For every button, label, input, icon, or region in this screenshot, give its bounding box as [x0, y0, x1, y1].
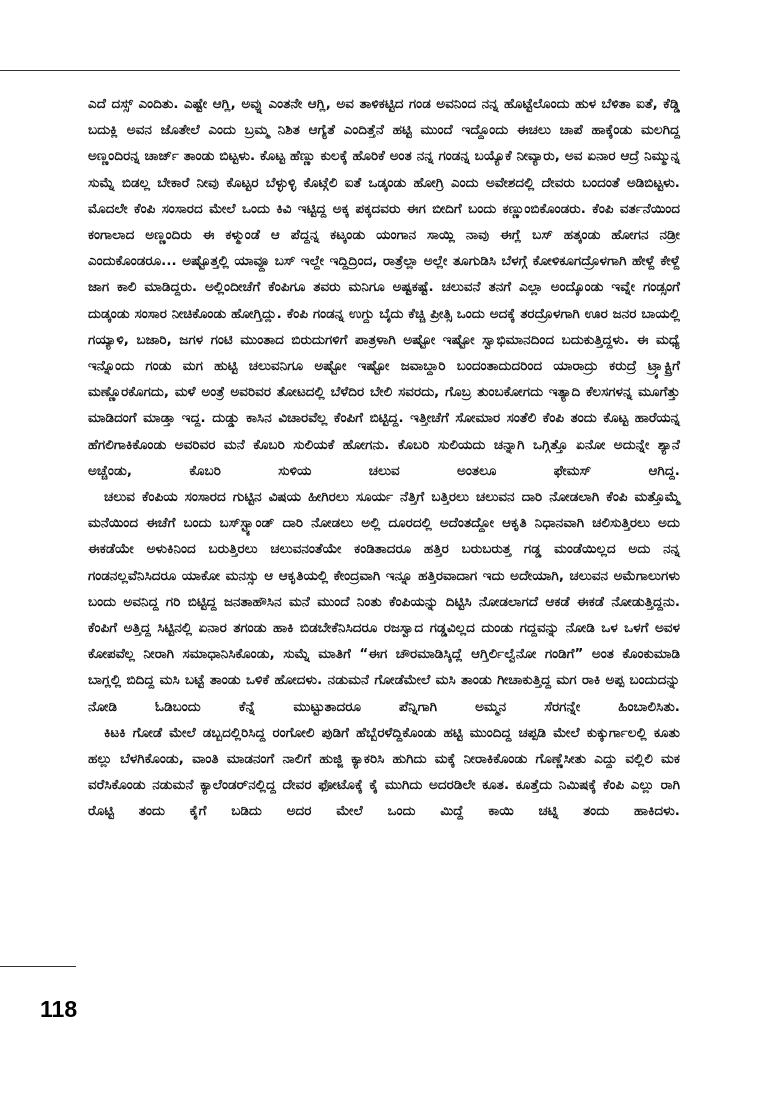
- page-number-rule: [0, 966, 76, 967]
- paragraph-1: ಎದೆ ದಸ್ಸ್ ಎಂದಿತು. ಎಷ್ಟೇ ಆಗ್ಲಿ, ಅವ್ನು ಎಂತನೇ ಆಗ್ಲಿ, ಅವ ತಾಳಿಕಟ್ಟಿದ ಗಂಡ ಅವನಿಂದ ನನ್ನ ಹೊಟ್ಟೆಲೊಂದು ಹುಳ ಬೆಳಿತಾ ಐತೆ, ಕೆಡ್ಡಿ ಬದುಕ್ಲಿ ಅವನ ಜೊತೇಲೆ ಎಂದು ಬ್ರಮ್ಮ ನಿಶಿತ ಆಗ್ಯೆತೆ ಎಂದಿತ್ತೆನೆ ಹಟ್ಟಿ ಮುಂದೆ ಇದ್ದೊಂದು ಈಚಲು ಚಾಪೆ ಹಾಕ್ಕೆಂಡು ಮಲಗಿದ್ದ ಅಣ್ಣಂದಿರನ್ನ ಚಾರ್ಜ್ ತಾಂಡು ಬಿಟ್ಟಳು. ಕೊಟ್ಟ ಹೆಣ್ಣು ಕುಲಕ್ಕೆ ಹೊರಿಕೆ ಅಂತ ನನ್ನ ಗಂಡನ್ನ ಬಯ್ಯೊಕೆ ನೀವ್ಯಾರು, ಅವ ಏನಾರ ಆದ್ರೆ ನಿಮ್ಮುನ್ನ ಸುಮ್ನೆ ಬಿಡಲ್ಲ ಬೇಕಾರೆ ನೀವು ಕೊಟ್ಟರ ಬೆಳ್ಳುಳ್ಳಿ ಕೊಟ್ಗೆಲಿ ಐತೆ ಒಡ್ಕಂಡು ಹೋಗ್ರಿ ಎಂದು ಅವೇಶದಲ್ಲಿ ದೇವರು ಬಂದಂತೆ ಅಡಿಬಿಟ್ಟಳು. ಮೊದಲೇ ಕೆಂಪಿ ಸಂಸಾರದ ಮೇಲೆ ಒಂದು ಕಿವಿ ಇಟ್ಟಿದ್ದ ಅಕ್ಕ ಪಕ್ಕದವರು ಈಗ ಬೀದಿಗೆ ಬಂದು ಕಣ್ಣುಂಬಿಕೊಂಡರು. ಕೆಂಪಿ ವರ್ತನೆಯಿಂದ ಕಂಗಾಲಾದ ಅಣ್ಣಂದಿರು ಈ ಕಳ್ಮುಂಡೆ ಆ ಪೆದ್ದನ್ನ ಕಟ್ಕಂಡು ಯಂಗಾನ ಸಾಯ್ಲಿ ನಾವು ಈಗ್ಲೆ ಬಸ್ ಹತ್ಕಂಡು ಹೋಗನ ನಡ್ರೀ ಎಂದುಕೊಂಡರೂ... ಅಷ್ಟೊತ್ತಲ್ಲಿ ಯಾವ್ದೂ ಬಸ್ ಇಲ್ದೇ ಇದ್ದಿದ್ರಿಂದ, ರಾತ್ರೆಲ್ಲಾ ಅಲ್ಲೇ ತೂಗುಡಿಸಿ ಬೆಳಗ್ಗೆ ಕೋಳಿಕೂಗದ್ರೊಳಗಾಗಿ ಹೇಳ್ದೆ ಕೇಳ್ದೆ ಜಾಗ ಕಾಲಿ ಮಾಡಿದ್ದರು. ಅಲ್ಲಿಂದೀಚೆಗೆ ಕೆಂಪಿಗೂ ತವರು ಮನಿಗೂ ಅಷ್ಟಕಷ್ಟೆ. ಚಲುವನೆ ತನಗೆ ಎಲ್ಲಾ ಅಂದ್ಕೊಂಡು ಇವ್ನೇ ಗಂಡ್ಸಂಗೆ ದುಡ್ಕಂಡು ಸಂಸಾರ ನೀಚಿಕೊಂಡು ಹೋಗ್ತಿದ್ಲು. ಕೆಂಪಿ ಗಂಡನ್ನ ಉಗ್ದು ಬೈದು ಕೆಚ್ಚಿ ಪ್ರೀತ್ಸಿ ಒಂದು ಅದಕ್ಕೆ ತರದ್ರೊಳಗಾಗಿ ಊರ ಜನರ ಬಾಯಲ್ಲಿ ಗಯ್ಯಾಳಿ, ಬಜಾರಿ, ಜಗಳ ಗಂಟಿ ಮುಂತಾದ ಬಿರುದುಗಳಿಗೆ ಪಾತ್ರಳಾಗಿ ಅಷ್ಟೋ ಇಷ್ಟೋ ಸ್ವಾಭಿಮಾನದಿಂದ ಬದುಕುತ್ತಿದ್ದಳು. ಈ ಮಧ್ಯೆ ಇನ್ನೊಂದು ಗಂಡು ಮಗ ಹುಟ್ಟಿ ಚಲುವನಿಗೂ ಅಷ್ಟೋ ಇಷ್ಟೋ ಜವಾಬ್ದಾರಿ ಬಂದಂತಾದುದರಿಂದ ಯಾರಾದ್ರು ಕರುದ್ರೆ ಟ್ರ್ಯಾಕ್ಟ್ರಿಗೆ ಮಣ್ಣೊರಕೊಗದು, ಮಳೆ ಅಂತ್ರೆ ಅವರಿವರ ತೋಟದಲ್ಲಿ ಬೆಳೆದಿರ ಬೇಲಿ ಸವರದು, ಗೊಬ್ರ ತುಂಬಕೋಗದು ಇತ್ಯಾದಿ ಕೆಲಸಗಳನ್ನ ಮೂಗೆತ್ತು ಮಾಡಿದಂಗೆ ಮಾಡ್ತಾ ಇದ್ದ. ದುಡ್ಡು ಕಾಸಿನ ವಿಚಾರವೆಲ್ಲ ಕೆಂಪಿಗೆ ಬಿಟ್ಟಿದ್ದ. ಇತ್ತೀಚೆಗೆ ಸೋಮಾರ ಸಂತೆಲಿ ಕೆಂಪಿ ತಂದು ಕೊಟ್ಟ ಹಾರೆಯನ್ನ ಹೆಗಲಿಗಾಕಿಕೊಂಡು ಅವರಿವರ ಮನೆ ಕೊಬರಿ ಸುಲಿಯಕೆ ಹೋಗನು. ಕೊಬರಿ ಸುಲಿಯದು ಚನ್ನಾಗಿ ಒಗ್ಗಿತ್ತೊ ಏನೋ ಅದುನ್ನೇ ಶ್ಯಾನೆ ಅಚ್ಚೆಂಡು, ಕೊಬರಿ ಸುಳಿಯ ಚಲುವ ಅಂತಲೂ ಫೇಮಸ್ ಆಗಿದ್ದ.: [88, 97, 680, 479]
- top-rule: [0, 70, 680, 71]
- page-body: [88, 92, 680, 826]
- page-number: 118: [40, 996, 78, 1022]
- paragraph-2: ಚಲುವ ಕೆಂಪಿಯ ಸಂಸಾರದ ಗುಟ್ಟಿನ ವಿಷಯ ಹೀಗಿರಲು ಸೂರ್ಯ ನೆತ್ತಿಗೆ ಬತ್ತಿರಲು ಚಲುವನ ದಾರಿ ನೋಡಲಾಗಿ ಕೆಂಪಿ ಮತ್ತೊಮ್ಮೆ ಮನೆಯಿಂದ ಈಚೆಗೆ ಬಂದು ಬಸ್‌ಸ್ಟ್ಯಾಂಡ್ ದಾರಿ ನೋಡಲು ಅಲ್ಲಿ ದೂರದಲ್ಲಿ ಅದೆಂತದ್ದೋ ಆಕೃತಿ ನಿಧಾನವಾಗಿ ಚಲಿಸುತ್ತಿರಲು ಅದು ಈಕಡೆಯೇ ಅಳುಕಿನಿಂದ ಬರುತ್ತಿರಲು ಚಲುವನಂತೆಯೇ ಕಂಡಿತಾದರೂ ಹತ್ತಿರ ಬರುಬರುತ್ತ ಗಡ್ಡ ಮಂಡೆಯಿಲ್ಲದ ಅದು ನನ್ನ ಗಂಡನಲ್ಲವೆನಿಸಿದರೂ ಯಾಕೋ ಮನಸ್ಸು ಆ ಆಕೃತಿಯಲ್ಲಿ ಕೇಂದ್ರವಾಗಿ ಇನ್ನೂ ಹತ್ತಿರವಾದಾಗ ಇದು ಅದೇಯಾಗಿ, ಚಲುವನ ಅಮೆಗಾಲುಗಳು ಬಂದು ಅವನಿದ್ದ ಗರಿ ಬಿಟ್ಟಿದ್ದ ಜನತಾಹೌಸಿನ ಮನೆ ಮುಂದೆ ನಿಂತು ಕೆಂಪಿಯನ್ನು ದಿಟ್ಟಿಸಿ ನೋಡಲಾಗದೆ ಆಕಡೆ ಈಕಡೆ ನೋಡುತ್ತಿದ್ದನು. ಕೆಂಪಿಗೆ ಅತ್ತಿದ್ದ ಸಿಟ್ಟಿನಲ್ಲಿ ಏನಾರ ತಗಂಡು ಹಾಕಿ ಬಿಡಬೇಕೆನಿಸಿದರೂ ರಜಸ್ವಾದ ಗಡ್ಡವಿಲ್ಲದ ದುಂಡು ಗದ್ದವನ್ನು ನೋಡಿ ಒಳ ಒಳಗೆ ಅವಳ ಕೋಪವೆಲ್ಲ ನೀರಾಗಿ ಸಮಾಧಾನಿಸಿಕೊಂಡು, ಸುಮ್ನೆ ಮಾತಿಗೆ “ಈಗ ಚೌರಮಾಡಿಸ್ಕಿದ್ಲೆ ಆಗ್ತಿರ್ಲಿಲ್ವೆನೋ ಗಂಡಿಗೆ” ಅಂತ ಕೊಂಕುಮಾಡಿ ಬಾಗ್ಲಲ್ಲಿ ಬಿದಿದ್ದ ಮಸಿ ಬಟ್ಟೆ ತಾಂಡು ಒಳಿಕೆ ಹೋದಳು. ನಡುಮನೆ ಗೋಡೆಮೇಲೆ ಮಸಿ ತಾಂಡು ಗೀಚಾಕುತ್ತಿದ್ದ ಮಗ ರಾಕಿ ಅಪ್ಪ ಬಂದುದನ್ನು ನೋಡಿ ಓಡಿಬಂದು ಕೆನ್ನೆ ಮುಟ್ಟುತಾದರೂ ಪೆನ್ನಿಗಾಗಿ ಅಮ್ಮನ ಸೆರಗನ್ನೇ ಹಿಂಬಾಲಿಸಿತು.: [88, 490, 680, 715]
- paragraph-3: ಕಿಟಕಿ ಗೋಡೆ ಮೇಲೆ ಡಬ್ಬದಲ್ಲಿರಿಸಿದ್ದ ರಂಗೋಲಿ ಪುಡಿಗೆ ಹೆಬ್ಬೆರಳೆದ್ದಿಕೊಂಡು ಹಟ್ಟಿ ಮುಂದಿದ್ದ ಚಪ್ಪಡಿ ಮೇಲೆ ಕುಕ್ಕುರ್ಗಾಲಲ್ಲಿ ಕೂತು ಹಲ್ಲು ಬೆಳಗಿಕೊಂಡು, ವಾಂತಿ ಮಾಡನಂಗೆ ನಾಲಿಗೆ ಹುಜ್ಜಿ ಕ್ಯಾಕರಿಸಿ ಹುಗಿದು ಮಕ್ಕೆ ನೀರಾಕಿಕೊಂಡು ಗೊಣ್ಣೆಸೀತು ಎದ್ದು ವಲ್ಲಿಲಿ ಮಕ ವರೆಸಿಕೊಂಡು ನಡುಮನೆ ಕ್ಯಾಲೆಂಡರ್‌ನಲ್ಲಿದ್ದ ದೇವರ ಫೋಟೊಕ್ಕೆ ಕೈ ಮುಗಿದು ಅದರಡಿಲೇ ಕೂತ. ಕೂತ್ತೆದು ನಿಮಿಷಕ್ಕೆ ಕೆಂಪಿ ಎಲ್ಲು ರಾಗಿ ರೊಟ್ಟಿ ತಂದು ಕೈಗೆ ಬಡಿದು ಅದರ ಮೇಲೆ ಒಂದು ಮಿದ್ದೆ ಕಾಯಿ ಚಟ್ನಿ ತಂದು ಹಾಕಿದಳು.: [88, 725, 680, 820]
